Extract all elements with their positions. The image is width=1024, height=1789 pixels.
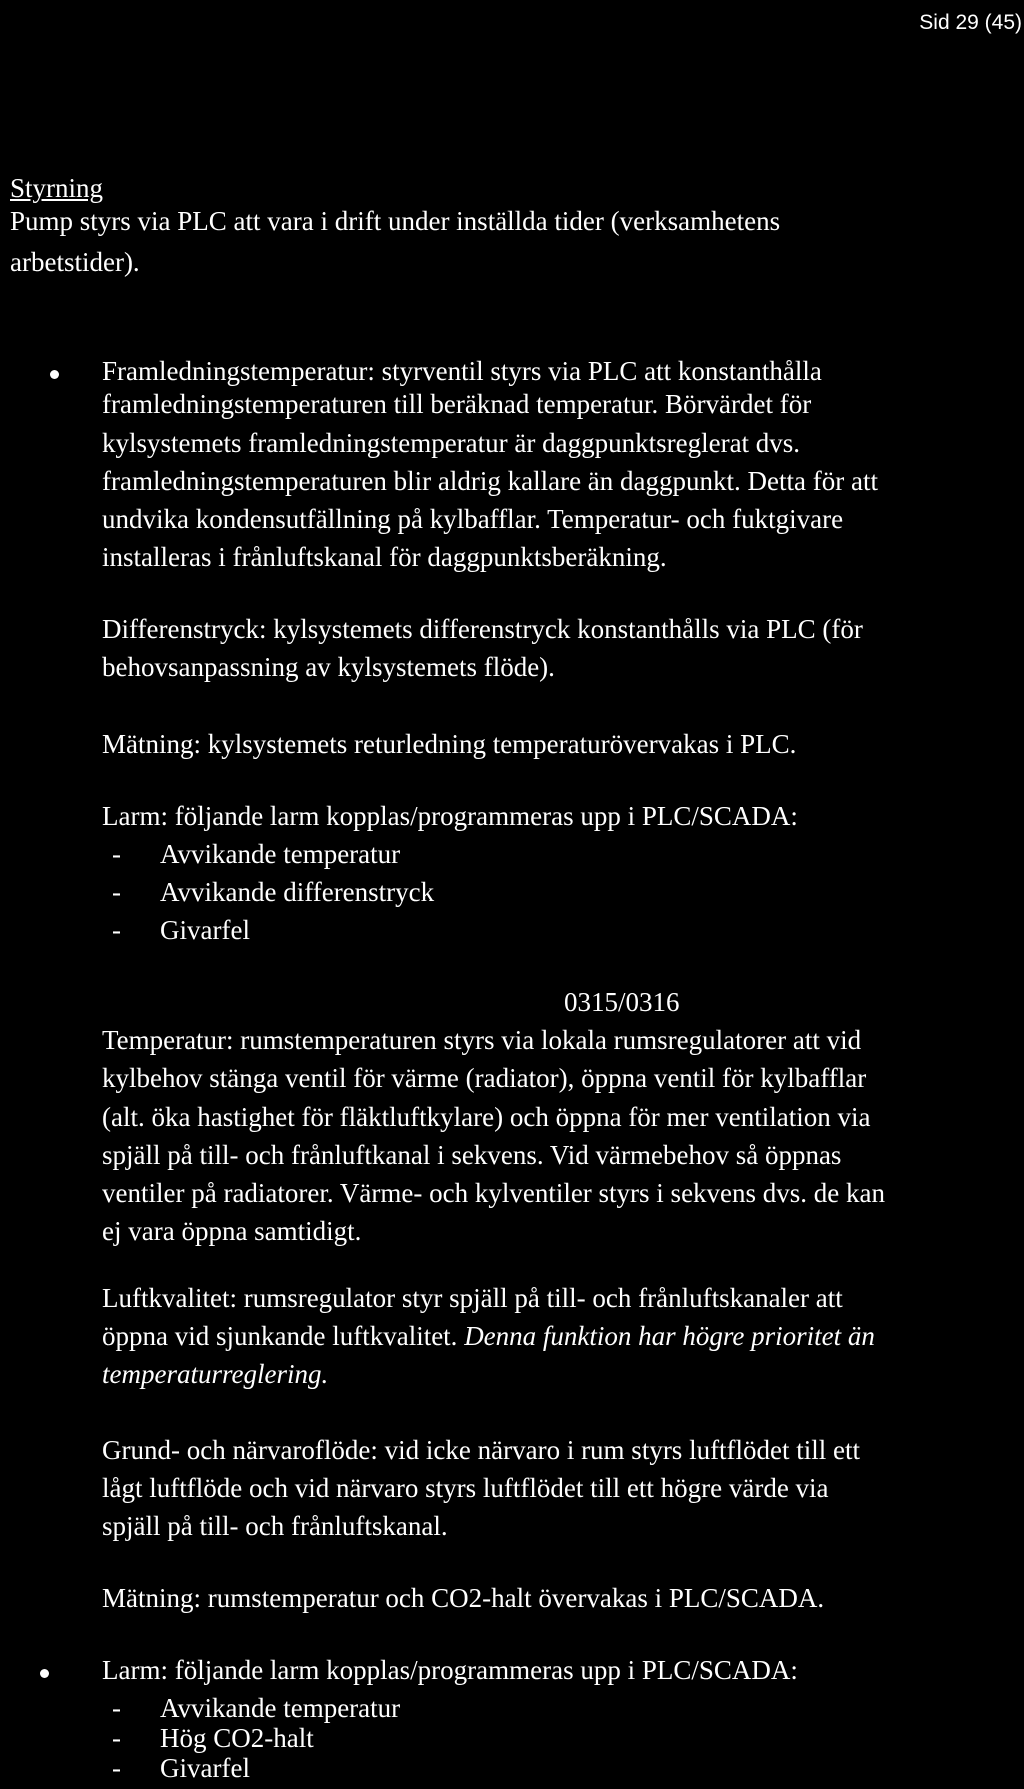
styrning-text-line-2: arbetstider).	[10, 247, 140, 277]
luftkvalitet-line-3: temperaturreglering.	[102, 1359, 329, 1389]
page-number: Sid 29 (45)	[919, 11, 1022, 34]
temperatur-line-6: ej vara öppna samtidigt.	[102, 1216, 362, 1246]
list-dash: -	[112, 1723, 121, 1753]
section-code: 0315/0316	[564, 987, 680, 1017]
temperatur-line-2: kylbehov stänga ventil för värme (radiator), öppna ventil för kylbafflar	[102, 1063, 867, 1093]
temperatur-line-3: (alt. öka hastighet för fläktluftkylare) och öppna för mer ventilation via	[102, 1102, 871, 1132]
larm1-item-1: Avvikande temperatur	[160, 839, 401, 869]
matning-line-1: Mätning: kylsystemets returledning temperaturövervakas i PLC.	[102, 729, 797, 759]
temperatur-line-5: ventiler på radiatorer. Värme- och kylventiler styrs i sekvens dvs. de kan	[102, 1178, 886, 1208]
bullet-icon	[50, 370, 59, 379]
framledning-line-6: installeras i frånluftskanal för daggpunktsberäkning.	[102, 542, 667, 572]
framledning-line-3: kylsystemets framledningstemperatur är daggpunktsreglerat dvs.	[102, 428, 801, 458]
bullet-icon	[40, 1669, 49, 1678]
framledning-line-1: Framledningstemperatur: styrventil styrs via PLC att konstanthålla	[102, 356, 822, 386]
list-dash: -	[112, 1693, 121, 1723]
larm-intro-1: Larm: följande larm kopplas/programmeras upp i PLC/SCADA:	[102, 801, 798, 831]
larm1-item-2: Avvikande differenstryck	[160, 877, 435, 907]
larm-intro-2: Larm: följande larm kopplas/programmeras upp i PLC/SCADA:	[102, 1655, 798, 1685]
larm2-item-1: Avvikande temperatur	[160, 1693, 401, 1723]
section-heading-styrning: Styrning	[10, 173, 104, 203]
luftkvalitet-line-2-italic: Denna funktion har högre prioritet än	[464, 1321, 875, 1351]
grundflode-line-2: lågt luftflöde och vid närvaro styrs luftflödet till ett högre värde via	[102, 1473, 829, 1503]
matning-line-2: Mätning: rumstemperatur och CO2-halt övervakas i PLC/SCADA.	[102, 1583, 825, 1613]
list-dash: -	[112, 877, 121, 907]
differenstryck-line-1: Differenstryck: kylsystemets differenstryck konstanthålls via PLC (för	[102, 614, 863, 644]
list-dash: -	[112, 1753, 121, 1783]
list-dash: -	[112, 915, 121, 945]
grundflode-line-3: spjäll på till- och frånluftskanal.	[102, 1511, 448, 1541]
luftkvalitet-line-2	[102, 1320, 875, 1353]
luftkvalitet-line-1: Luftkvalitet: rumsregulator styr spjäll på till- och frånluftskanaler att	[102, 1283, 843, 1313]
framledning-line-4: framledningstemperaturen blir aldrig kallare än daggpunkt. Detta för att	[102, 466, 878, 496]
list-dash: -	[112, 839, 121, 869]
larm1-item-3: Givarfel	[160, 915, 250, 945]
framledning-line-2: framledningstemperaturen till beräknad temperatur. Börvärdet för	[102, 389, 812, 419]
styrning-text-line-1: Pump styrs via PLC att vara i drift under inställda tider (verksamhetens	[10, 206, 781, 236]
temperatur-line-1: Temperatur: rumstemperaturen styrs via lokala rumsregulatorer att vid	[102, 1025, 862, 1055]
larm2-item-2: Hög CO2-halt	[160, 1723, 314, 1753]
larm2-item-3: Givarfel	[160, 1753, 250, 1783]
temperatur-line-4: spjäll på till- och frånluftkanal i sekvens. Vid värmebehov så öppnas	[102, 1140, 842, 1170]
luftkvalitet-line-2-normal: öppna vid sjunkande luftkvalitet.	[102, 1321, 465, 1351]
grundflode-line-1: Grund- och närvaroflöde: vid icke närvaro i rum styrs luftflödet till ett	[102, 1435, 861, 1465]
differenstryck-line-2: behovsanpassning av kylsystemets flöde).	[102, 652, 555, 682]
framledning-line-5: undvika kondensutfällning på kylbafflar. Temperatur- och fuktgivare	[102, 504, 844, 534]
